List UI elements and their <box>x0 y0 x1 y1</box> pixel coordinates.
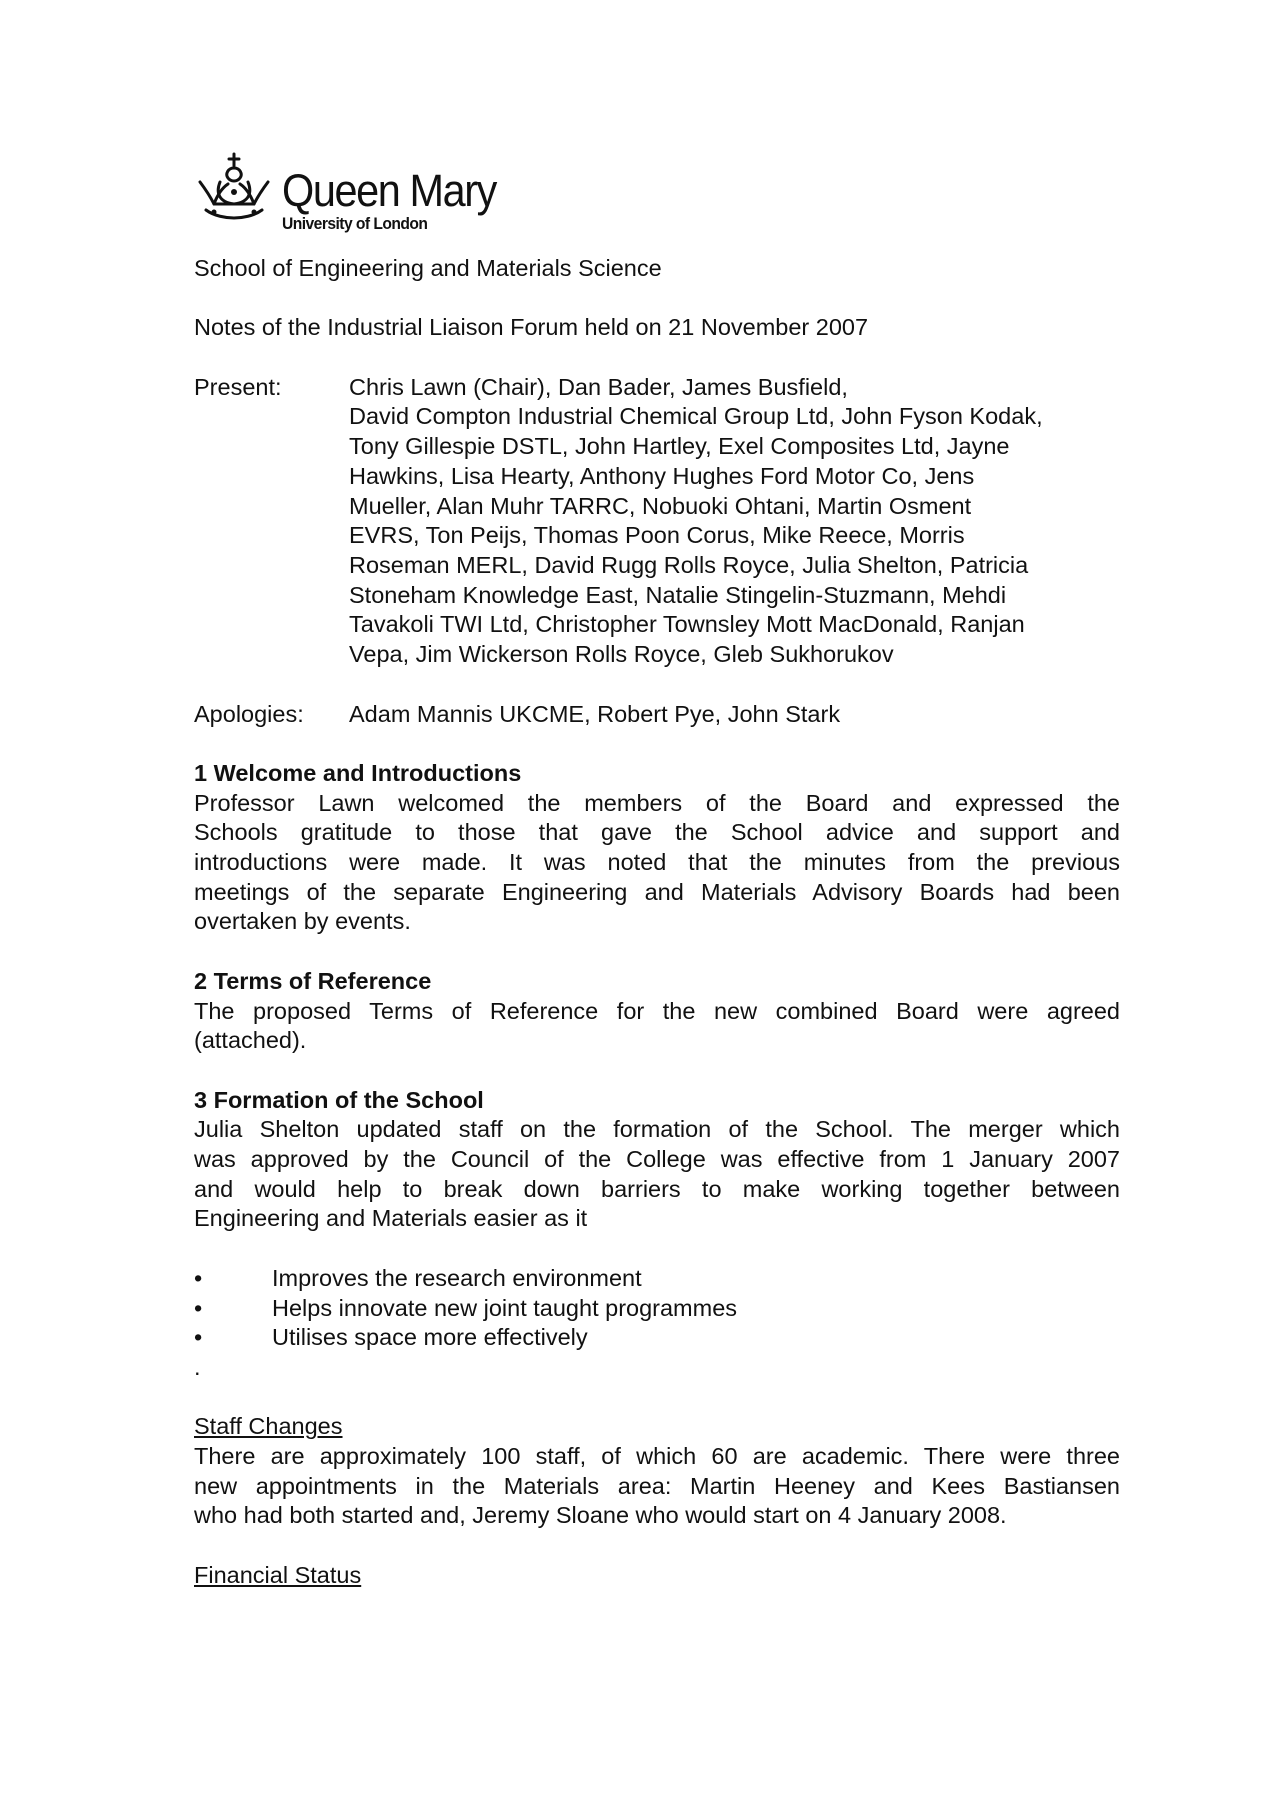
attendee-line: David Compton Industrial Chemical Group Ltd, John Fyson Kodak, <box>349 403 1043 430</box>
body-line: There are approximately 100 staff, of which 60 are academic. There were three <box>194 1443 1120 1469</box>
section-body <box>194 1115 1120 1234</box>
section-heading: 2 Terms of Reference <box>194 967 432 994</box>
body-line: and would help to break down barriers to make working together between <box>194 1175 1120 1202</box>
present-label: Present: <box>194 373 282 400</box>
body-line: was approved by the Council of the College was effective from 1 January 2007 <box>194 1146 1120 1172</box>
list-item <box>194 1323 1120 1353</box>
attendee-line: Tony Gillespie DSTL, John Hartley, Exel Composites Ltd, Jayne <box>349 433 1010 460</box>
attendee-line: Roseman MERL, David Rugg Rolls Royce, Julia Shelton, Patricia <box>349 552 1029 578</box>
apologies-text: Adam Mannis UKCME, Robert Pye, John Stark <box>349 700 841 727</box>
bullet-list <box>194 1264 1120 1353</box>
list-item <box>194 1294 1120 1324</box>
attendee-line: Hawkins, Lisa Hearty, Anthony Hughes Ford Motor Co, Jens <box>349 462 975 489</box>
attendee-line: Tavakoli TWI Ltd, Christopher Townsley Mott MacDonald, Ranjan <box>349 611 1025 638</box>
section-body <box>194 997 1120 1056</box>
attendee-line: EVRS, Ton Peijs, Thomas Poon Corus, Mike Reece, Morris <box>349 522 965 549</box>
attendee-line: Stoneham Knowledge East, Natalie Stingelin-Stuzmann, Mehdi <box>349 581 1007 608</box>
school-name: School of Engineering and Materials Science <box>194 255 662 281</box>
present-attendees <box>349 373 1120 670</box>
logo-subtitle: University of London <box>282 214 428 233</box>
section-body <box>194 1442 1120 1531</box>
university-logo <box>194 150 1120 236</box>
apologies-label: Apologies: <box>194 700 304 727</box>
body-line: who had both started and, Jeremy Sloane who would start on 4 January 2008. <box>194 1502 1007 1529</box>
logo-name: Queen Mary <box>282 165 497 216</box>
section-financial-status <box>194 1561 1120 1591</box>
body-line: meetings of the separate Engineering and Materials Advisory Boards had been <box>194 878 1120 905</box>
present-block <box>194 373 1120 670</box>
body-line: (attached). <box>194 1027 307 1054</box>
attendee-line: Chris Lawn (Chair), Dan Bader, James Busfield, <box>349 373 848 400</box>
body-line: Julia Shelton updated staff on the formation of the School. The merger which <box>194 1116 1120 1143</box>
body-line: new appointments in the Materials area: Martin Heeney and Kees Bastiansen <box>194 1472 1120 1499</box>
list-item-text: Utilises space more effectively <box>272 1324 588 1351</box>
crown-crest-icon <box>194 152 274 224</box>
subsection-heading: Staff Changes <box>194 1413 343 1440</box>
body-line: Schools gratitude to those that gave the School advice and support and <box>194 819 1120 846</box>
section-body <box>194 789 1120 938</box>
bullet-icon: • <box>194 1264 203 1291</box>
body-line: Professor Lawn welcomed the members of the Board and expressed the <box>194 789 1120 816</box>
document-page <box>194 150 1120 1591</box>
body-line: introductions were made. It was noted that the minutes from the previous <box>194 849 1120 875</box>
subsection-heading: Financial Status <box>194 1561 362 1588</box>
section-staff-changes <box>194 1412 1120 1531</box>
body-line: overtaken by events. <box>194 908 411 935</box>
section-heading: 3 Formation of the School <box>194 1086 484 1113</box>
apologies-block <box>194 700 1120 730</box>
bullet-icon: • <box>194 1294 203 1321</box>
section-terms <box>194 967 1120 1056</box>
list-item-text: Improves the research environment <box>272 1264 642 1291</box>
attendee-line: Vepa, Jim Wickerson Rolls Royce, Gleb Sukhorukov <box>349 641 894 668</box>
section-welcome <box>194 759 1120 937</box>
section-heading: 1 Welcome and Introductions <box>194 759 522 786</box>
body-line: The proposed Terms of Reference for the new combined Board were agreed <box>194 997 1120 1024</box>
body-line: Engineering and Materials easier as it <box>194 1205 588 1232</box>
stray-dot: . <box>194 1353 201 1380</box>
attendee-line: Mueller, Alan Muhr TARRC, Nobuoki Ohtani, Martin Osment <box>349 492 972 519</box>
notes-title: Notes of the Industrial Liaison Forum held on 21 November 2007 <box>194 314 869 341</box>
list-item-text: Helps innovate new joint taught programmes <box>272 1294 738 1321</box>
list-item <box>194 1264 1120 1294</box>
section-formation <box>194 1086 1120 1383</box>
bullet-icon: • <box>194 1324 203 1351</box>
